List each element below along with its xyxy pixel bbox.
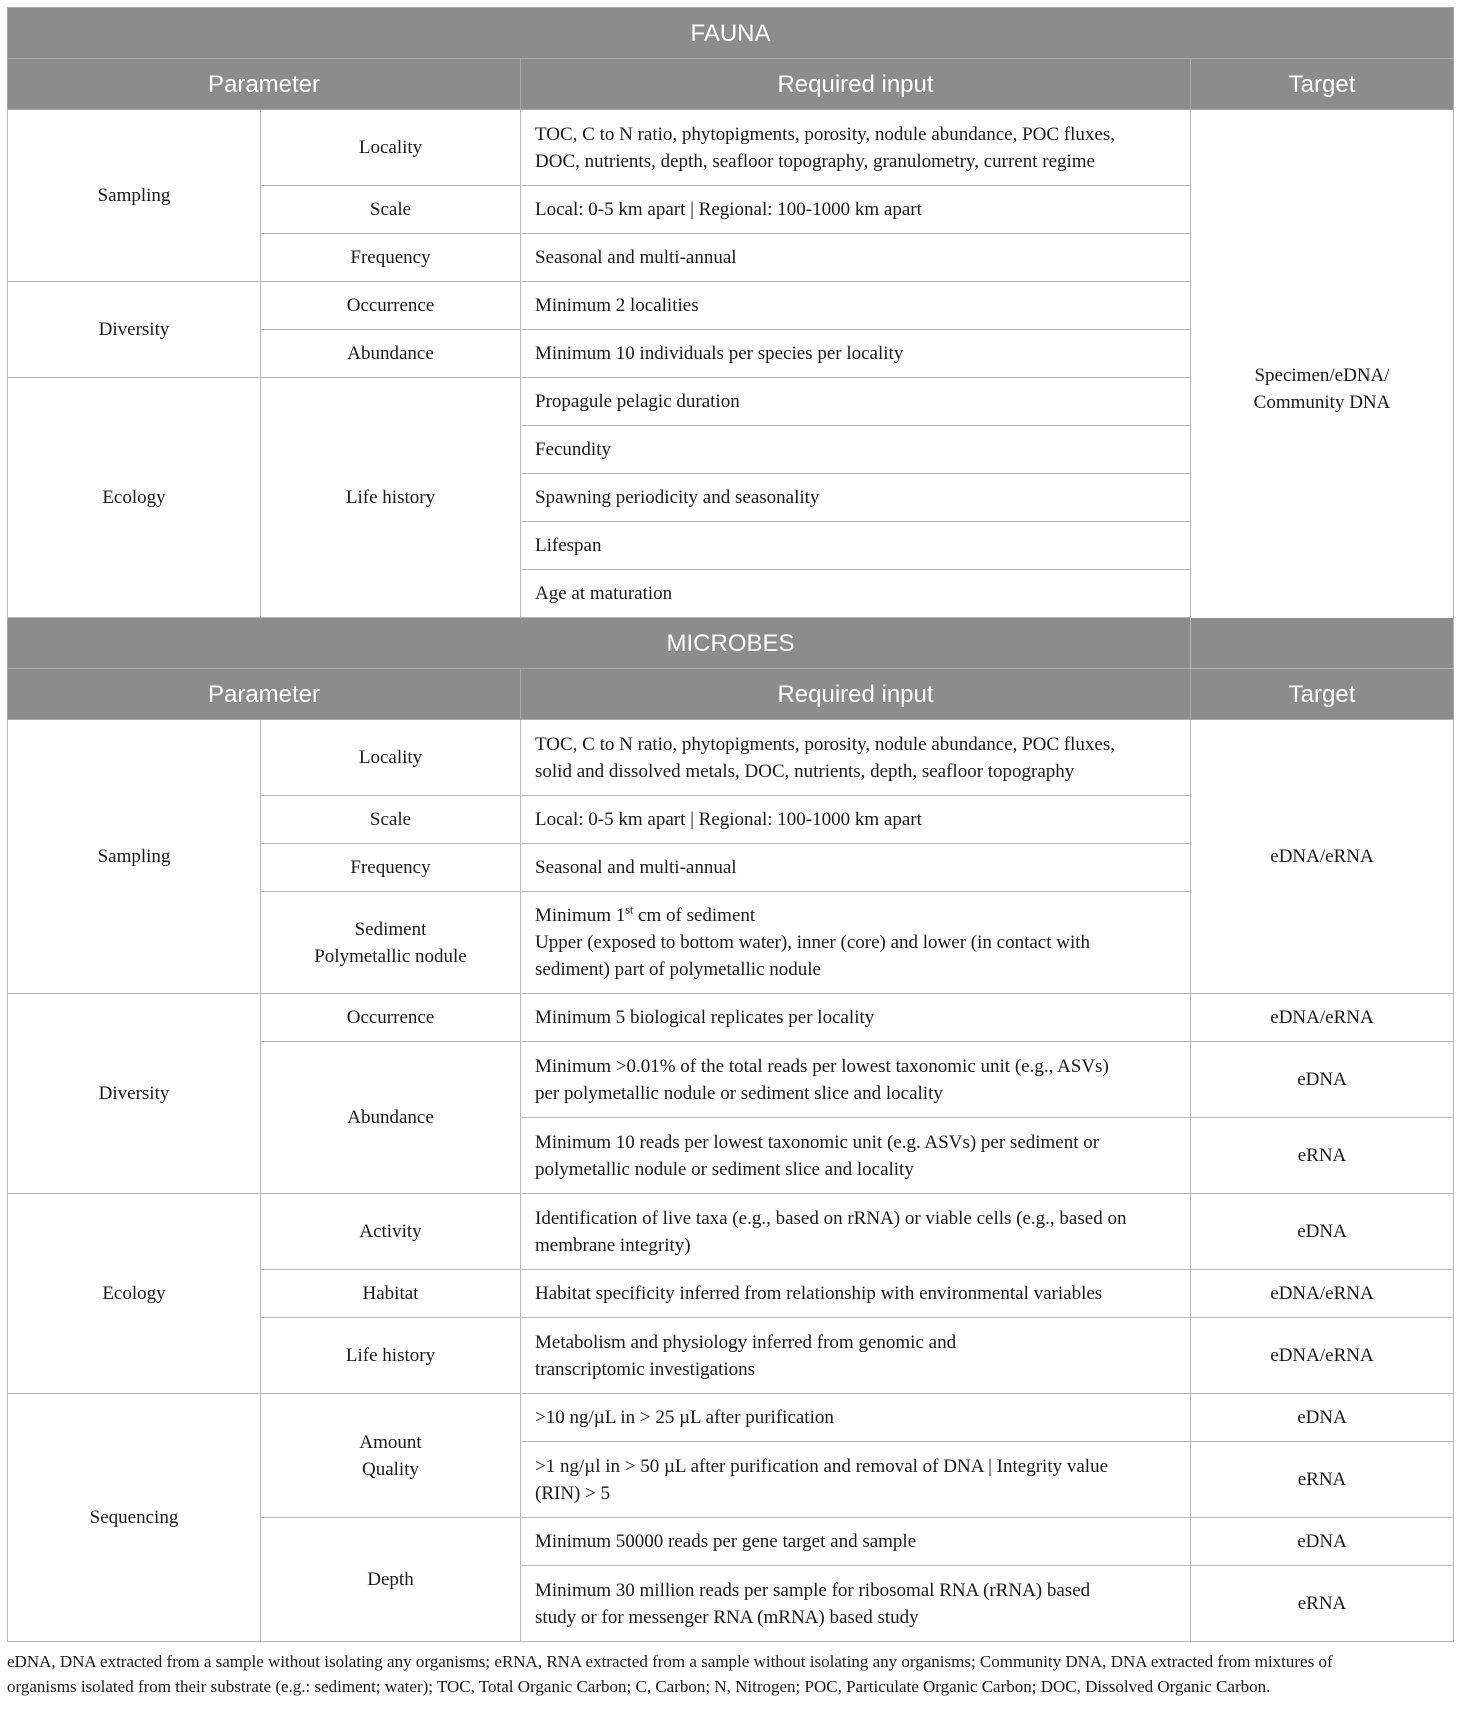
fauna-target [1191,110,1454,669]
microbes-input-sediment [521,892,1191,994]
microbes-column-headers [8,669,1454,720]
microbes-target-habitat: eDNA/eRNA [1191,1270,1454,1318]
input-line: DOC, nutrients, depth, seafloor topography, granulometry, current regime [535,150,1095,172]
sub-line: Sediment [354,918,427,940]
microbes-group-sequencing: Sequencing [8,1394,261,1642]
target-line: Specimen/eDNA/ [1254,365,1390,386]
microbes-header-parameter: Parameter [8,669,521,720]
microbes-input-abundance-dna [521,1042,1191,1118]
fauna-input-abundance: Minimum 10 individuals per species per locality [521,330,1191,378]
microbes-input-frequency: Seasonal and multi-annual [521,844,1191,892]
microbes-sub-habitat: Habitat [261,1270,521,1318]
fauna-column-headers [8,59,1454,110]
microbes-header-input: Required input [521,669,1191,720]
microbes-title: MICROBES [8,618,1454,669]
fauna-section-header [8,8,1454,59]
microbes-input-abundance-rna [521,1118,1191,1194]
fauna-input-propagule: Propagule pelagic duration [521,378,1191,426]
input-line: >1 ng/µl in > 50 µL after purification and removal of DNA | Integrity value [535,1455,1108,1477]
microbes-input-habitat: Habitat specificity inferred from relationship with environmental variables [521,1270,1191,1318]
input-line: Minimum >0.01% of the total reads per lowest taxonomic unit (e.g., ASVs) [535,1055,1109,1077]
requirements-table [7,7,1454,1642]
input-line: Minimum 10 reads per lowest taxonomic unit (e.g. ASVs) per sediment or [535,1131,1100,1153]
sub-line: Polymetallic nodule [314,945,467,967]
table-row [8,994,1454,1042]
microbes-sampling-target: eDNA/eRNA [1191,720,1454,994]
microbes-target-activity: eDNA [1191,1194,1454,1270]
fauna-sub-life-history: Life history [261,378,521,618]
microbes-sub-scale: Scale [261,796,521,844]
microbes-sub-locality: Locality [261,720,521,796]
input-line [535,902,1176,929]
fauna-input-spawning: Spawning periodicity and seasonality [521,474,1191,522]
microbes-target-abundance-rna: eRNA [1191,1118,1454,1194]
microbes-sub-activity: Activity [261,1194,521,1270]
microbes-input-occurrence: Minimum 5 biological replicates per locality [521,994,1191,1042]
microbes-input-amount-dna: >10 ng/µL in > 25 µL after purification [521,1394,1191,1442]
microbes-group-ecology: Ecology [8,1194,261,1394]
input-line: Metabolism and physiology inferred from genomic and [535,1331,957,1353]
microbes-group-diversity: Diversity [8,994,261,1194]
fauna-sub-locality: Locality [261,110,521,186]
fauna-sub-occurrence: Occurrence [261,282,521,330]
microbes-sub-occurrence: Occurrence [261,994,521,1042]
table-footnote [7,1642,1453,1699]
microbes-sub-amount-quality [261,1394,521,1518]
input-line: sediment) part of polymetallic nodule [535,959,821,980]
microbes-header-target: Target [1191,669,1454,720]
microbes-sub-frequency: Frequency [261,844,521,892]
microbes-group-sampling: Sampling [8,720,261,994]
requirements-table-container [7,7,1453,1699]
fauna-title: FAUNA [8,8,1454,59]
fauna-sub-abundance: Abundance [261,330,521,378]
microbes-sub-depth: Depth [261,1518,521,1642]
sub-line: Quality [362,1458,419,1480]
table-row [8,110,1454,186]
fauna-group-diversity: Diversity [8,282,261,378]
footnote-line: eDNA, DNA extracted from a sample without isolating any organisms; eRNA, RNA extracted from a sample without isolating any organisms; Community DNA, DNA extracted from mixtures of [7,1652,1333,1671]
microbes-input-depth-rna [521,1566,1191,1642]
input-line: per polymetallic nodule or sediment slice and locality [535,1082,943,1104]
input-line: TOC, C to N ratio, phytopigments, porosity, nodule abundance, POC fluxes, [535,733,1115,755]
fauna-input-fecundity: Fecundity [521,426,1191,474]
footnote-line: organisms isolated from their substrate (e.g.: sediment; water); TOC, Total Organic Carbon; C, Carbon; N, Nitrogen; POC, Particulate Organic Carbon; DOC, Dissolved Organic Carbon. [7,1677,1271,1696]
microbes-input-amount-rna [521,1442,1191,1518]
fauna-header-parameter: Parameter [8,59,521,110]
input-line: study or for messenger RNA (mRNA) based study [535,1606,919,1628]
fauna-input-locality [521,110,1191,186]
fauna-group-sampling: Sampling [8,110,261,282]
table-row [8,1394,1454,1442]
microbes-target-life-history: eDNA/eRNA [1191,1318,1454,1394]
microbes-sub-life-history: Life history [261,1318,521,1394]
input-line: Minimum 30 million reads per sample for ribosomal RNA (rRNA) based [535,1579,1091,1601]
input-line: membrane integrity) [535,1234,691,1256]
fauna-input-lifespan: Lifespan [521,522,1191,570]
microbes-input-depth-dna: Minimum 50000 reads per gene target and sample [521,1518,1191,1566]
microbes-target-depth-rna: eRNA [1191,1566,1454,1642]
microbes-section-header [8,618,1454,669]
microbes-target-amount-rna: eRNA [1191,1442,1454,1518]
table-row [8,720,1454,796]
input-line: transcriptomic investigations [535,1358,756,1380]
microbes-input-scale: Local: 0-5 km apart | Regional: 100-1000 km apart [521,796,1191,844]
superscript: st [625,902,634,917]
microbes-sub-abundance: Abundance [261,1042,521,1194]
microbes-target-abundance-dna: eDNA [1191,1042,1454,1118]
fauna-header-input: Required input [521,59,1191,110]
fauna-header-target: Target [1191,59,1454,110]
microbes-input-activity [521,1194,1191,1270]
microbes-input-life-history [521,1318,1191,1394]
microbes-input-locality [521,720,1191,796]
sub-line: Amount [359,1431,422,1453]
input-line: (RIN) > 5 [535,1482,611,1504]
input-line: polymetallic nodule or sediment slice and locality [535,1158,914,1180]
microbes-sub-sediment [261,892,521,994]
microbes-target-amount-dna: eDNA [1191,1394,1454,1442]
input-line: Upper (exposed to bottom water), inner (core) and lower (in contact with [535,932,1091,953]
input-line: TOC, C to N ratio, phytopigments, porosity, nodule abundance, POC fluxes, [535,123,1115,145]
target-line: Community DNA [1253,392,1391,413]
fauna-input-maturation: Age at maturation [521,570,1191,618]
fauna-group-ecology: Ecology [8,378,261,618]
fauna-input-frequency: Seasonal and multi-annual [521,234,1191,282]
fauna-sub-scale: Scale [261,186,521,234]
fauna-sub-frequency: Frequency [261,234,521,282]
input-text: cm of sediment [633,905,756,926]
microbes-target-depth-dna: eDNA [1191,1518,1454,1566]
fauna-input-occurrence: Minimum 2 localities [521,282,1191,330]
table-row [8,1194,1454,1270]
input-line: Identification of live taxa (e.g., based on rRNA) or viable cells (e.g., based on [535,1207,1127,1229]
fauna-input-scale: Local: 0-5 km apart | Regional: 100-1000 km apart [521,186,1191,234]
microbes-target-occurrence: eDNA/eRNA [1191,994,1454,1042]
input-line: solid and dissolved metals, DOC, nutrients, depth, seafloor topography [535,760,1075,782]
input-text: Minimum 1 [535,905,626,926]
